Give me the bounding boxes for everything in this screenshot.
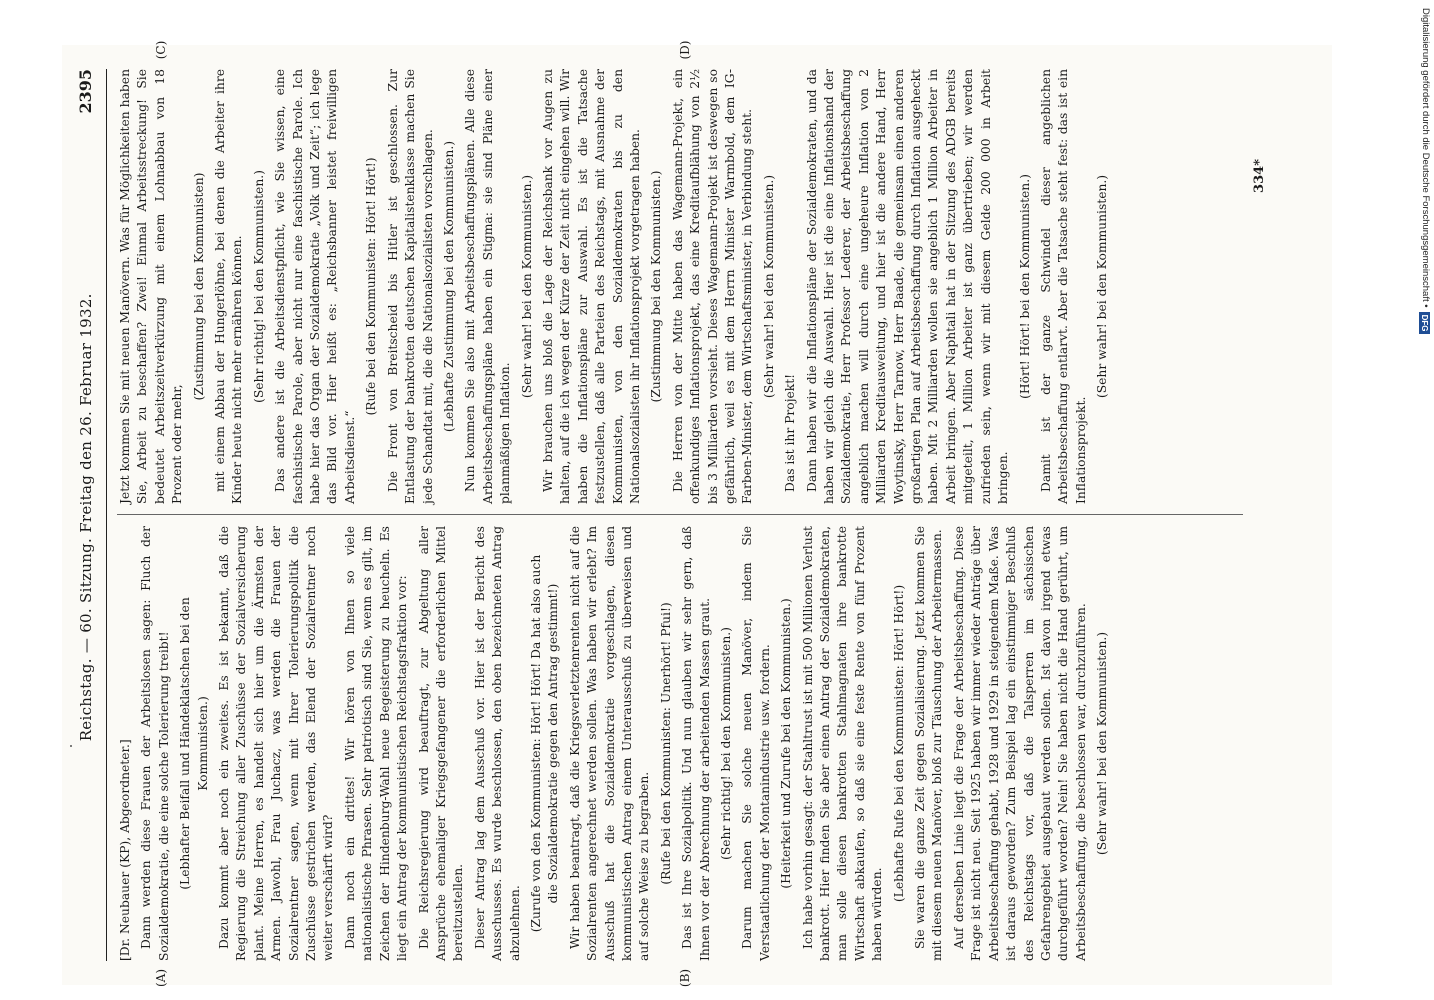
paragraph: Die Front von Breitscheid bis Hitler ist geschlossen. Zur Entlastung der bankrotten deutschen Kapitalistenklasse machen Sie jede Schandtat mit, die die Nationalsozialisten vorschlagen. bbox=[385, 69, 435, 504]
paragraph: mit einem Abbau der Hungerlöhne, bei denen die Arbeiter ihre Kinder heute nicht mehr ernähren können. bbox=[213, 69, 245, 504]
paragraph: Darum machen Sie solche neuen Manöver, indem Sie Verstaatlichung der Montanindustrie usw. fordern. bbox=[740, 526, 772, 961]
paragraph: Die Herren von der Mitte haben das Wagemann-Projekt, ein offenkundiges Inflationsprojekt, das eine Kreditaufblähung von 2½ bis 3 Milliarden vorsieht. Dieses Wagemann-Projekt ist deswegen so gefährlich, weil es mit dem Herrn Minister Warmbold, dem IG-Farben-Minister, dem Wirtschaftsminister, in Verbindung steht. bbox=[670, 69, 755, 504]
right-column bbox=[117, 40, 1267, 504]
interjection: (Sehr wahr! bei den Kommunisten.) bbox=[519, 174, 534, 399]
interjection: (Sehr wahr! bei den Kommunisten.) bbox=[1095, 631, 1110, 856]
margin-marker-d: (D) bbox=[678, 40, 692, 60]
dfg-logo: DFG bbox=[1420, 312, 1431, 335]
page-header bbox=[76, 69, 107, 961]
interjection: (Lebhafter Beifall und Händeklatschen bei den Kommunisten.) bbox=[178, 597, 210, 890]
sheet-signature: 334* bbox=[1252, 159, 1267, 193]
scanned-page bbox=[62, 40, 1332, 988]
interjection: (Lebhafte Rufe bei den Kommunisten: Hört! Hört!) bbox=[891, 584, 906, 903]
scan-speck bbox=[70, 745, 72, 747]
paragraph: Dazu kommt aber noch ein zweites. Es ist bekannt, daß die Regierung die Streichung aller Zuschüsse der Sozialversicherung plant. Meine Herren, es handelt sich hier um die Ärmsten der Armen. Jawohl, Frau Juchacz, was werden die Frauen der Sozialrentner sagen, wenn mit Ihrer Tolerierungspolitik die Zuschüsse gestrichen werden, das Elend der Sozialrentner noch weiter verschärft wird? bbox=[217, 526, 336, 961]
paragraph: Auf derselben Linie liegt die Frage der Arbeitsbeschaffung. Diese Frage ist nicht neu. Seit 1925 haben wir immer wieder Anträge über Arbeitsbeschaffung gehabt, 1928 und 1929 in steigendem Maße. Was ist daraus geworden? Zum Beispiel lag ein einstimmiger Beschluß des Reichstags vor, daß die Talsperren im sächsischen Gefahrengebiet ausgebaut werden sollen. Ist davon irgend etwas durchgeführt worden? Nein! Sie haben nicht die Hand gerührt, um Arbeitsbeschaffung, die beschlossen war, durchzuführen. bbox=[951, 526, 1088, 961]
paragraph: Dann haben wir die Inflationspläne der Sozialdemokraten, und da haben wir gleich die Auswahl. Hier ist die eine Inflationshand der Sozialdemokratie, Herr Professor Lederer, der Arbeitsbeschaffung angeblich machen will durch eine ungeheure Inflation von 2 Milliarden Kreditausweitung, und hier ist die andere Hand, Herr Woytinsky, Herr Tarnow, Herr Baade, die gemeinsam einen anderen großartigen Plan auf Arbeitsbeschaffung durch Inflation ausgeheckt haben. Mit 2 Milliarden wollen sie angeblich 1 Million Arbeiter in Arbeit bringen. Aber Naphtali hat in der Sitzung des ADGB bereits mitgeteilt, 1 Million Arbeiter ist ganz übertrieben; wir werden zufrieden sein, wenn wir mit diesem Gelde 200 000 in Arbeit bringen. bbox=[804, 69, 1011, 504]
paragraph: Dieser Antrag lag dem Ausschuß vor. Hier ist der Bericht des Ausschusses. Es wurde beschlossen, den oben bezeichneten Antrag abzulehnen. bbox=[472, 526, 522, 961]
paragraph: Dann noch ein drittes! Wir hören von Ihnen so viele nationalistische Phrasen. Sehr patriotisch sind Sie, wenn es gilt, im Zeichen der Hindenburg-Wahl neue Begeisterung zu heucheln. Es liegt ein Antrag der kommunistischen Reichstagsfraktion vor: bbox=[342, 526, 410, 961]
interjection: (Heiterkeit und Zurufe bei den Kommunisten.) bbox=[779, 598, 794, 889]
credit-text: Digitalisierung gefördert durch die Deutsche Forschungsgemeinschaft • bbox=[1420, 8, 1431, 308]
interjection: (Rufe bei den Kommunisten: Unerhört! Pfui!) bbox=[658, 602, 673, 885]
column-divider bbox=[117, 514, 1243, 515]
paragraph: Das ist ihr Projekt! bbox=[783, 373, 798, 492]
interjection: (Sehr richtig! bei den Kommunisten.) bbox=[719, 627, 733, 860]
digitization-credit bbox=[1418, 8, 1432, 988]
margin-marker-a: (A) bbox=[154, 968, 168, 988]
paragraph: Jetzt kommen Sie mit neuen Manövern. Was für Möglichkeiten haben Sie, Arbeit zu beschaffen? Zwei! Einmal Arbeitsstreckung! Sie bedeutet Arbeitszeitverkürzung mit einem Lohnabbau von 18 Prozent oder mehr, bbox=[118, 69, 185, 504]
interjection: (Sehr richtig! bei den Kommunisten.) bbox=[251, 170, 266, 403]
paragraph: Ich habe vorhin gesagt: der Stahltrust ist mit 500 Millionen Verlust bankrott. Hier finden Sie aber einen Antrag der Sozialdemokraten, man solle diesen bankrotten Stahlmagnaten ihre bankrotte Wirtschaft abkaufen, so daß sie eine feste Rente von fünf Prozent haben würden. bbox=[800, 526, 885, 961]
paragraph: Das ist Ihre Sozialpolitik. Und nun glauben wir sehr gern, daß Ihnen vor der Abrechnung der arbeitenden Massen graut. bbox=[680, 526, 712, 961]
paragraph: Die Reichsregierung wird beauftragt, zur Abgeltung aller Ansprüche ehemaliger Kriegsgefangener die erforderlichen Mittel bereitzustellen. bbox=[416, 526, 466, 961]
interjection: (Sehr wahr! bei den Kommunisten.) bbox=[761, 174, 776, 399]
interjection: (Lebhafte Zustimmung bei den Kommunisten.) bbox=[441, 140, 456, 433]
left-column bbox=[117, 526, 1267, 988]
interjection: (Sehr wahr! bei den Kommunisten.) bbox=[1095, 174, 1110, 399]
rotated-page-content bbox=[62, 40, 1332, 988]
interjection: (Zustimmung bei den Kommunisten) bbox=[191, 172, 206, 401]
paragraph: Wir brauchen uns bloß die Lage der Reichsbank vor Augen zu halten, auf die ich wegen der Kürze der Zeit nicht eingehen will. Wir haben die Inflationspläne zur Auswahl. Es ist die Tatsache festzustellen, daß alle Parteien des Reichstags, mit Ausnahme der Kommunisten, von den Sozialdemokraten bis zu den Nationalsozialisten ihr Inflationsprojekt vorgetragen haben. bbox=[540, 69, 642, 504]
paragraph: Das andere ist die Arbeitsdienstpflicht, wie Sie wissen, eine faschistische Parole, aber nicht nur eine faschistische Parole. Ich habe hier das Organ der Sozialdemokratie „Volk und Zeit“; ich lege das Bild vor. Hier heißt es: „Reichsbanner leistet freiwilligen Arbeitsdienst.“ bbox=[273, 69, 357, 504]
text-columns bbox=[117, 40, 1267, 988]
paragraph: Dann werden diese Frauen der Arbeitslosen sagen: Fluch der Sozialdemokratie, die eine solche Tolerierung treibt! bbox=[139, 526, 171, 961]
interjection: (Rufe bei den Kommunisten: Hört! Hört!) bbox=[364, 157, 379, 416]
paragraph: Nun kommen Sie also mit Arbeitsbeschaffungsplänen. Alle diese Arbeitsbeschaffungspläne haben ein Stigma: sie sind Pläne einer planmäßigen Inflation. bbox=[463, 69, 513, 504]
paragraph: Sie waren die ganze Zeit gegen Sozialisierung. Jetzt kommen Sie mit diesem neuen Manöver, bloß zur Täuschung der Arbeitermassen. bbox=[913, 526, 945, 961]
interjection: (Zurufe von den Kommunisten: Hört! Hört! Da hat also auch die Sozialdemokratie gegen den Antrag gestimmt!) bbox=[528, 554, 561, 933]
interjection: (Zustimmung bei den Kommunisten.) bbox=[649, 170, 664, 403]
page-title: Reichstag. — 60. Sitzung. Freitag den 26. Februar 1932. bbox=[77, 293, 95, 742]
margin-marker-b: (B) bbox=[678, 968, 692, 988]
paragraph: Wir haben beantragt, daß die Kriegsverletztenrenten nicht auf die Sozialrenten angerechnet werden sollen. Was haben wir erlebt? Im Ausschuß hat die Sozialdemokratie vorgeschlagen, diesen kommunistischen Antrag einem Unterausschuß zu überweisen und auf solche Weise zu begraben. bbox=[567, 526, 652, 961]
interjection: (Hört! Hört! bei den Kommunisten.) bbox=[1017, 174, 1032, 399]
paragraph: [Dr. Neubauer (KP), Abgeordneter.] bbox=[118, 739, 132, 961]
page-number: 2395 bbox=[76, 69, 95, 114]
margin-marker-c: (C) bbox=[154, 40, 168, 60]
paragraph: Damit ist der ganze Schwindel dieser angeblichen Arbeitsbeschaffung entlarvt. Aber die Tatsache steht fest: das ist ein Inflationsprojekt. bbox=[1038, 69, 1088, 504]
